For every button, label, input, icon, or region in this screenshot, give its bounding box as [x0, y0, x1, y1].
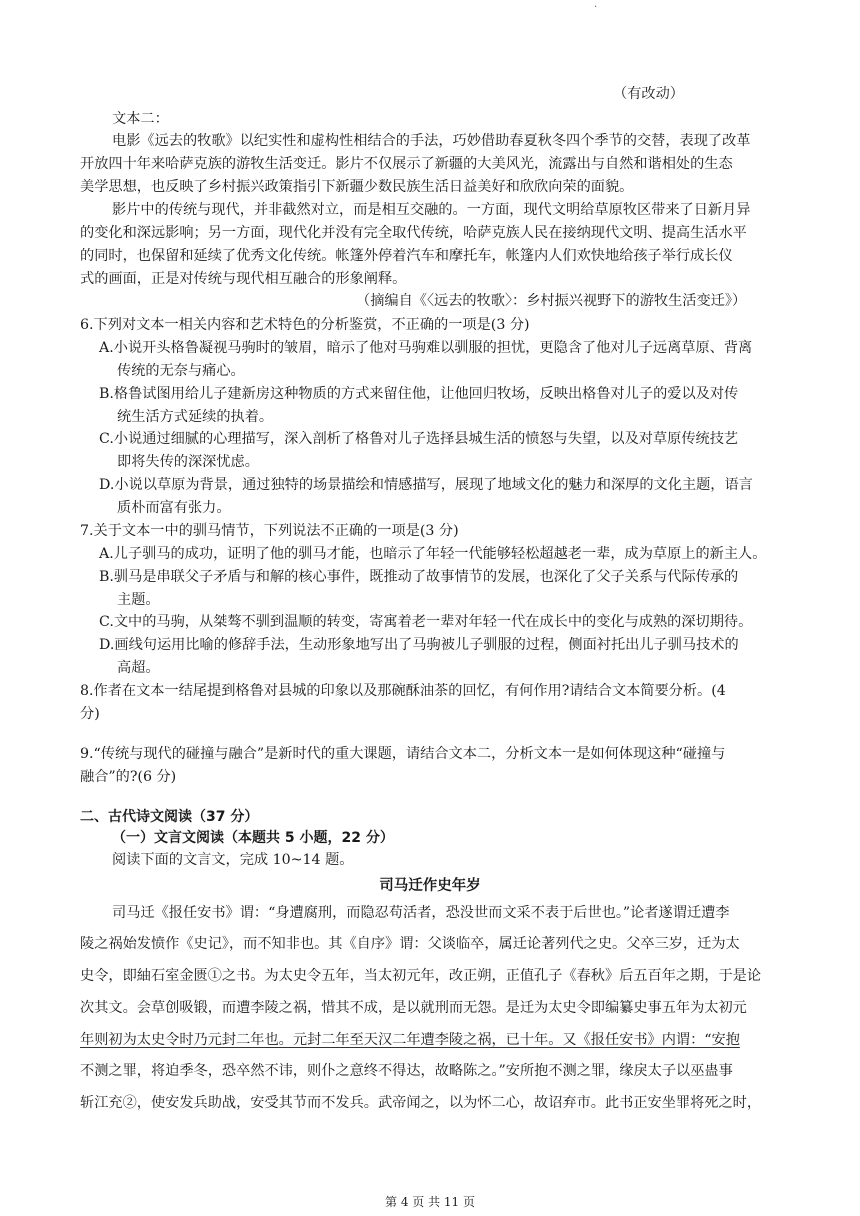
- passage-line: 司马迁《报任安书》谓：“身遭腐刑，而隐忍苟活者，恐没世而文采不表于后世也。”论者遂谓迁遭李: [112, 905, 730, 921]
- question-8: 8.作者在文本一结尾提到格鲁对县城的印象以及那碗酥油茶的回忆，有何作用?请结合文本简要分析。(4: [80, 683, 726, 699]
- q6-option-a-cont: 传统的无奈与痛心。: [117, 363, 245, 379]
- text2-p2-line: 的变化和深远影响；另一方面，现代化并没有完全取代传统，哈萨克族人民在接纳现代文明、提高生活水平: [80, 225, 747, 241]
- q7-option-d: D.画线句运用比喻的修辞手法，生动形象地写出了马驹被儿子驯服的过程，侧面衬托出儿子驯马技术的: [99, 637, 739, 653]
- text2-p2-line: 影片中的传统与现代，并非截然对立，而是相互交融的。一方面，现代文明给草原牧区带来了日新月异: [112, 202, 751, 218]
- q6-option-b: B.格鲁试图用给儿子建新房这种物质的方式来留住他，让他回归牧场，反映出格鲁对儿子的爱以及对传: [99, 386, 739, 402]
- text2-p2-line: 的同时，也保留和延续了优秀文化传统。帐篷外停着汽车和摩托车，帐篷内人们欢快地给孩子举行成长仪: [80, 248, 733, 264]
- text2-label: 文本二：: [112, 111, 169, 127]
- header-mark: ·: [594, 2, 598, 13]
- passage-line: 不测之罪，将迫季冬，恐卒然不讳，则仆之意终不得达，故略陈之。”安所抱不测之罪，缘戾太子以巫蛊事: [80, 1063, 733, 1079]
- q7-option-b: B.驯马是串联父子矛盾与和解的核心事件，既推动了故事情节的发展，也深化了父子关系与代际传承的: [99, 569, 739, 585]
- question-8-cont: 分): [80, 706, 100, 722]
- passage-line: 陵之祸始发愤作《史记》，而不知非也。其《自序》谓：父谈临卒，属迁论著列代之史。父卒三岁，迁为太: [80, 936, 740, 952]
- q6-option-c-cont: 即将失传的深深忧虑。: [117, 454, 259, 470]
- text2-p1-line: 美学思想，也反映了乡村振兴政策指引下新疆少数民族生活日益美好和欣欣向荣的面貌。: [80, 179, 634, 195]
- text2-p1-line: 电影《远去的牧歌》以纪实性和虚构性相结合的手法，巧妙借助春夏秋冬四个季节的交替，表现了改革: [112, 133, 751, 149]
- passage-line: 斩江充②，使安发兵助战，安受其节而不发兵。武帝闻之，以为怀二心，故诏弃市。此书正安坐罪将死之时，: [80, 1095, 762, 1111]
- question-6-stem: 6.下列对文本一相关内容和艺术特色的分析鉴赏，不正确的一项是(3 分): [80, 317, 530, 333]
- q6-option-c: C.小说通过细腻的心理描写，深入剖析了格鲁对儿子选择县城生活的愤怒与失望，以及对草原传统技艺: [99, 431, 739, 447]
- question-9-cont: 融合”的?(6 分): [80, 769, 177, 785]
- q6-option-b-cont: 统生活方式延续的执着。: [117, 409, 274, 425]
- q6-option-d-cont: 质朴而富有张力。: [117, 500, 231, 516]
- q7-option-b-cont: 主题。: [117, 592, 160, 608]
- underlined-passage-line: 年则初为太史令时乃元封二年也。元封二年至天汉二年遭李陵之祸，已十年。又《报任安书》内谓：“安抱: [80, 1032, 740, 1048]
- q6-option-a: A.小说开头格鲁凝视马驹时的皱眉，暗示了他对马驹难以驯服的担忧，更隐含了他对儿子远离草原、背离: [99, 340, 753, 356]
- page-footer: 第 4 页 共 11 页: [385, 1195, 475, 1209]
- text2-p2-line: 式的画面，正是对传统与现代相互融合的形象阐释。: [80, 271, 407, 287]
- text2-p1-line: 开放四十年来哈萨克族的游牧生活变迁。影片不仅展示了新疆的大美风光，流露出与自然和谐相处的生态: [80, 156, 733, 172]
- question-9: 9.“传统与现代的碰撞与融合”是新时代的重大课题，请结合文本二，分析文本一是如何体现这种“碰撞与: [80, 746, 726, 762]
- instruction: 阅读下面的文言文，完成 10~14 题。: [112, 852, 354, 868]
- q7-option-c: C.文中的马驹，从桀骜不驯到温顺的转变，寄寓着老一辈对年轻一代在成长中的变化与成熟的深切期待。: [99, 614, 753, 630]
- passage-line: 史令，即紬石室金匮①之书。为太史令五年，当太初元年，改正朔，正值孔子《春秋》后五百年之期，于是论: [80, 968, 762, 984]
- text2-source: （摘编自《〈远去的牧歌〉：乡村振兴视野下的游牧生活变迁》）: [356, 293, 747, 309]
- passage-title: 司马迁作史年岁: [379, 878, 481, 894]
- subsection-heading: （一）文言文阅读（本题共 5 小题，22 分）: [112, 830, 394, 846]
- passage-line: 次其文。会草创吸锻，而遭李陵之祸，惜其不成，是以就刑而无怨。是迁为太史令即编纂史事五年为太初元: [80, 1000, 747, 1016]
- revision-note: （有改动）: [613, 86, 684, 102]
- question-7-stem: 7.关于文本一中的驯马情节，下列说法不正确的一项是(3 分): [80, 523, 459, 539]
- q6-option-d: D.小说以草原为背景，通过独特的场景描绘和情感描写，展现了地域文化的魅力和深厚的文化主题，语言: [99, 477, 753, 493]
- q7-option-d-cont: 高超。: [117, 660, 160, 676]
- q7-option-a: A.儿子驯马的成功，证明了他的驯马才能，也暗示了年轻一代能够轻松超越老一辈，成为草原上的新主人。: [99, 546, 767, 562]
- section-heading: 二、古代诗文阅读（37 分）: [80, 809, 259, 825]
